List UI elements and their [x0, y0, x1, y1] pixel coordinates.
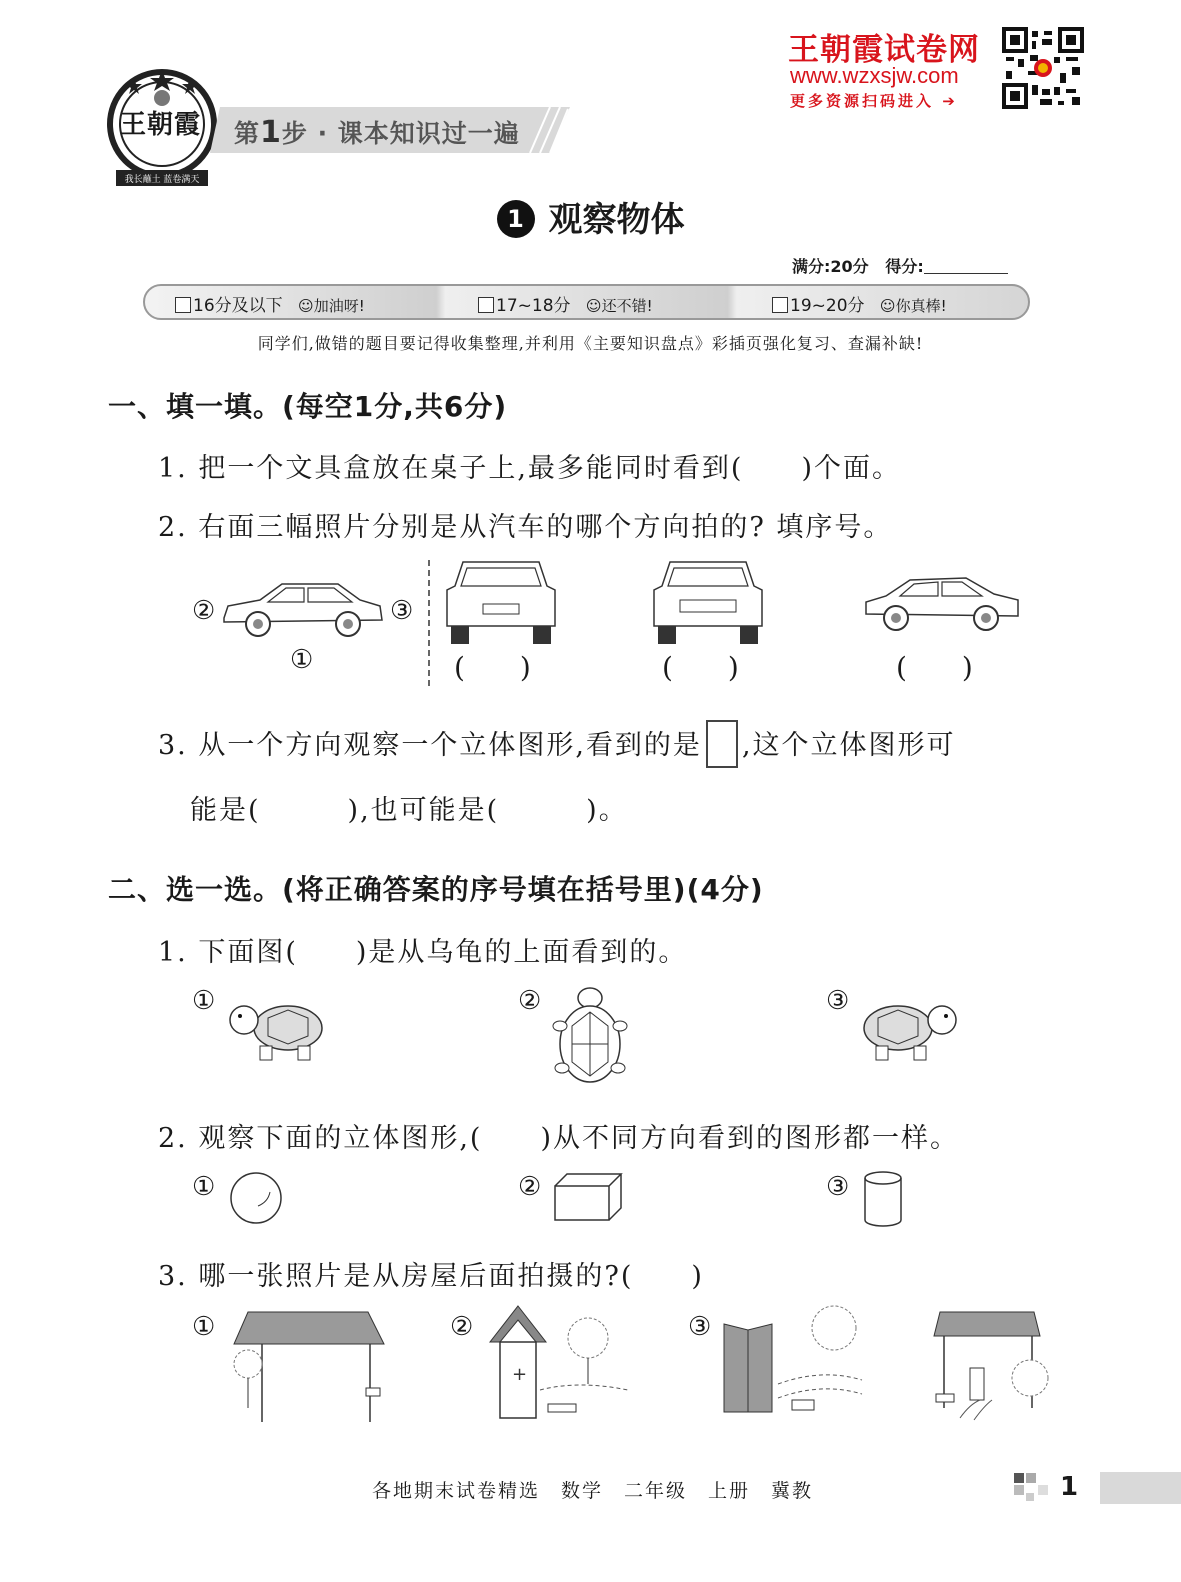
unit-title [0, 192, 1181, 241]
option-3-label[interactable]: ③ [688, 1312, 712, 1342]
turtle-side-right-icon [860, 996, 960, 1066]
brand-url[interactable]: www.wzxsjw.com [790, 63, 959, 88]
smile-face-icon: ☺ [879, 297, 896, 315]
car-label-bottom: ① [290, 645, 314, 675]
s1-question-3-part-b: ,这个立体图形可 [741, 730, 956, 761]
option-2-label[interactable]: ② [518, 986, 542, 1016]
s1-question-2: 2. 右面三幅照片分别是从汽车的哪个方向拍的? 填序号。 [158, 512, 893, 543]
turtle-top-icon [552, 986, 628, 1090]
house-side-view-icon [488, 1304, 638, 1422]
grade-checkbox[interactable] [175, 297, 191, 313]
arrow-right-icon: ➔ [942, 92, 958, 110]
grade-checkbox[interactable] [478, 297, 494, 313]
cylinder-icon [862, 1170, 904, 1228]
s1-question-1: 1. 把一个文具盒放在桌子上,最多能同时看到( )个面。 [158, 453, 901, 484]
square-shape-icon [706, 720, 738, 768]
s1-question-3-line-2: 能是( ),也可能是( )。 [190, 795, 628, 826]
car-side-icon [220, 578, 386, 640]
brand-scan-hint [790, 90, 958, 111]
full-score-label: 满分:20分 [792, 257, 869, 276]
cuboid-icon [553, 1172, 625, 1222]
grade-range: 16分及以下 [193, 296, 283, 316]
score-blank[interactable] [924, 257, 1008, 274]
s2-question-1: 1. 下面图( )是从乌龟的上面看到的。 [158, 937, 688, 968]
answer-blank-2[interactable]: ( ) [662, 651, 739, 684]
turtle-side-icon [226, 996, 326, 1066]
step-prefix: 第 [234, 119, 261, 148]
s2-question-3: 3. 哪一张照片是从房屋后面拍摄的?( ) [158, 1261, 704, 1292]
grade-range: 19~20分 [790, 296, 865, 316]
section-2-title: 二、选一选。(将正确答案的序号填在括号里)(4分) [108, 873, 764, 906]
car-rear-icon [443, 556, 559, 646]
sphere-icon [228, 1170, 284, 1224]
car-label-right: ③ [390, 596, 414, 626]
grade-range: 17~18分 [496, 296, 571, 316]
smile-face-icon: ☺ [298, 297, 314, 315]
footer-text: 各地期末试卷精选 数学 二年级 上册 冀教 [372, 1480, 814, 1502]
grade-message: 你真棒! [895, 297, 947, 315]
smile-face-icon: ☺ [585, 297, 602, 315]
grade-message: 加油呀! [313, 297, 365, 315]
answer-blank-3[interactable]: ( ) [896, 651, 973, 684]
brand-scan-text: 更多资源扫码进入 [790, 92, 935, 110]
grade-message: 还不错! [601, 297, 653, 315]
grade-item-1 [175, 291, 365, 316]
qr-code-icon[interactable] [1002, 27, 1084, 109]
car-label-left: ② [192, 596, 216, 626]
option-2-label[interactable]: ② [518, 1172, 542, 1202]
answer-blank-1[interactable]: ( ) [454, 651, 531, 684]
score-line [792, 254, 1008, 277]
option-1-label[interactable]: ① [192, 1312, 216, 1342]
section-1-title: 一、填一填。(每空1分,共6分) [108, 390, 508, 423]
divider [428, 560, 430, 686]
page-number: 1 [1060, 1472, 1079, 1502]
grade-checkbox[interactable] [772, 297, 788, 313]
logo-text: 王朝霞 [120, 110, 202, 140]
unit-number-badge: 1 [497, 200, 535, 238]
grade-item-3 [772, 291, 947, 316]
grade-item-2 [478, 291, 653, 316]
s2-question-2: 2. 观察下面的立体图形,( )从不同方向看到的图形都一样。 [158, 1123, 959, 1154]
car-side-view-icon [862, 572, 1022, 634]
svg-text:我长蘸土 蓝卷满天: 我长蘸土 蓝卷满天 [124, 175, 200, 185]
brand-title: 王朝霞试卷网 [788, 32, 980, 68]
step-label [234, 114, 520, 150]
svg-text:+: + [512, 1364, 528, 1385]
option-2-label[interactable]: ② [450, 1312, 474, 1342]
step-suffix: 步 · 课本知识过一遍 [281, 119, 520, 148]
tip-text: 同学们,做错的题目要记得收集整理,并利用《主要知识盘点》彩插页强化复习、查漏补缺! [257, 334, 924, 353]
car-front-icon [650, 556, 766, 646]
option-3-label[interactable]: ③ [826, 1172, 850, 1202]
house-end-view-icon [722, 1304, 870, 1416]
house-front-view-icon [930, 1308, 1060, 1424]
footer-bar [1100, 1472, 1181, 1504]
score-label: 得分: [885, 257, 924, 276]
option-1-label[interactable]: ① [192, 1172, 216, 1202]
step-number: 1 [260, 115, 282, 150]
footer-decoration [1014, 1473, 1058, 1503]
option-1-label[interactable]: ① [192, 986, 216, 1016]
s1-question-3 [158, 720, 956, 768]
option-3-label[interactable]: ③ [826, 986, 850, 1016]
s1-question-3-part-a: 3. 从一个方向观察一个立体图形,看到的是 [158, 730, 702, 761]
house-back-view-icon [226, 1308, 386, 1424]
unit-title-text: 观察物体 [548, 200, 685, 240]
